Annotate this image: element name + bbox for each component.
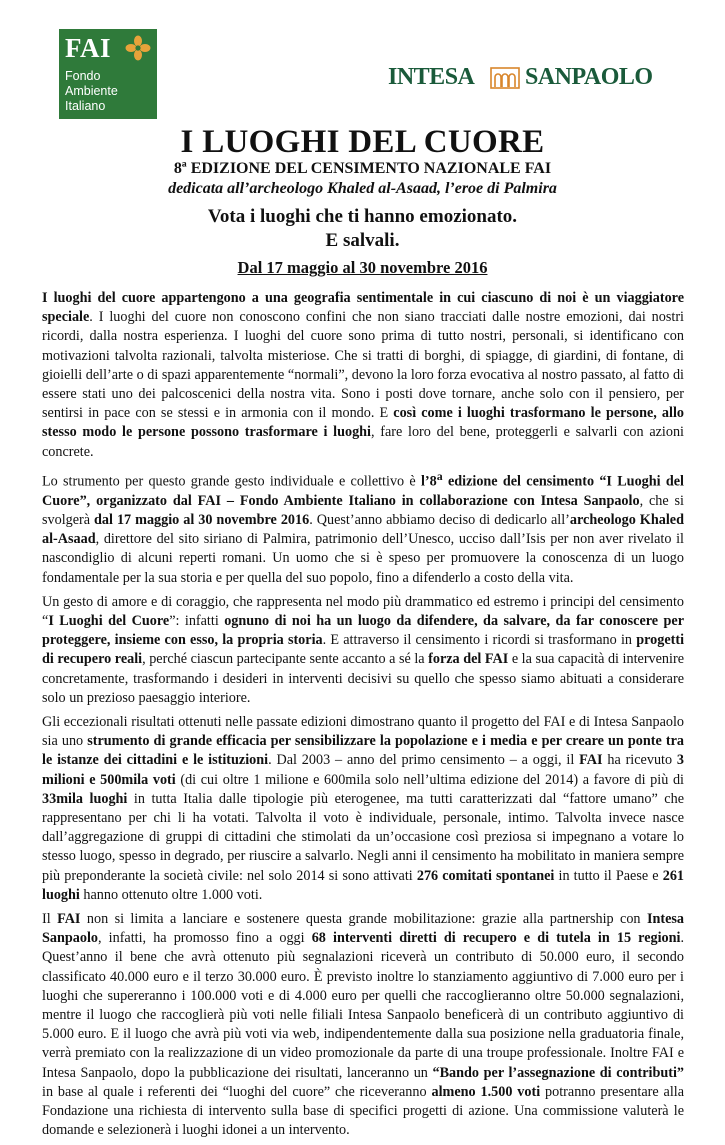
- bold-run: 261 luoghi: [42, 867, 684, 903]
- text-run: , fare loro del bene, proteggerli e salvarli con azioni concrete.: [42, 424, 684, 460]
- slogan-line-1: Vota i luoghi che ti hanno emozionato.: [207, 206, 518, 227]
- dedication-subtitle: dedicata all’archeologo Khaled al-Asaad, l’eroe di Palmira: [168, 180, 557, 197]
- paragraph: [42, 910, 684, 1140]
- text-run: Lo strumento per questo grande gesto individuale e collettivo è: [42, 473, 421, 490]
- bold-run: dal 17 maggio al 30 novembre 2016: [94, 511, 310, 528]
- text-run: . Quest’anno abbiamo deciso di dedicarlo all’: [309, 511, 570, 528]
- intesa-sanpaolo-logo: [388, 64, 664, 94]
- text-run: Un gesto di amore e di coraggio, che rappresenta nel modo più drammatico ed estremo i principi del censimento “: [42, 593, 684, 629]
- edition-subtitle: 8ª EDIZIONE DEL CENSIMENTO NAZIONALE FAI: [173, 160, 552, 177]
- text-run: in base al quale i referenti dei “luoghi del cuore” che riceveranno: [42, 1083, 432, 1100]
- bold-run: almeno 1.500 voti: [431, 1083, 541, 1100]
- fai-flower-icon: [125, 35, 151, 61]
- fai-logo-word: FAI: [65, 33, 111, 63]
- bold-run: FAI: [57, 911, 81, 928]
- bold-run: 68 interventi diretti di recupero e di tutela in 15 regioni: [311, 930, 681, 947]
- text-run: . Quest’anno il bene che avrà ottenuto più segnalazioni riceverà un contributo di 50.000 euro, il secondo classificato 40.000 euro e il terzo 30.000 euro. È previsto inoltre lo stanziamento aggiuntivo di 7.000 euro per i luoghi che supereranno i 100.000 voti e di 4.000 euro per quelli che raccoglieranno oltre 50.000 segnalazioni, mentre il luogo che raccoglierà più voti nelle filiali Intesa Sanpaolo beneficerà di un contributo aggiuntivo di 5.000 euro. E il luogo che avrà più voti via web, indipendentemente dalla sua posizione nella graduatoria finale, verrà premiato con la realizzazione di un video promozionale da parte di una troupe professionale. Inoltre FAI e Intesa Sanpaolo, dopo la pubblicazione dei risultati, lanceranno un: [42, 930, 684, 1081]
- intesa-logo-left-word: INTESA: [388, 64, 475, 90]
- bold-run: l’8: [420, 473, 437, 490]
- text-run: , che si svolgerà: [42, 492, 684, 528]
- text-run: in tutto il Paese e: [554, 867, 663, 884]
- bold-run: 276 comitati spontanei: [416, 867, 555, 884]
- text-run: potranno presentare alla Fondazione una richiesta di intervento sulla base di specifici progetti di azione. Una commissione valuterà le domande e selezionerà i luoghi idonei a un intervento.: [42, 1083, 685, 1139]
- fai-logo-line-ambiente: Ambiente: [65, 84, 118, 98]
- paragraph: [42, 467, 684, 588]
- bold-run: ognuno di noi ha un luogo da difendere, da salvare, da far conoscere per proteggere, insieme con esso, la propria storia: [42, 612, 684, 649]
- text-run: non si limita a lanciare e sostenere questa grande mobilitazione: grazie alla partnership con: [80, 911, 647, 928]
- bold-run: I Luoghi del Cuore: [48, 612, 170, 629]
- slogan-line-2: E salvali.: [325, 230, 400, 251]
- text-run: ha ricevuto: [602, 752, 677, 769]
- text-run: Gli eccezionali risultati ottenuti nelle passate edizioni dimostrano quanto il progetto del FAI e di Intesa Sanpaolo sia uno: [42, 714, 684, 750]
- text-run: , infatti, ha promosso fino a oggi: [98, 930, 312, 947]
- bold-run: strumento di grande efficacia per sensibilizzare la popolazione e i media e per creare un ponte tra le istanze dei cittadini e le istituzioni: [42, 733, 684, 769]
- intesa-logo-right-word: SANPAOLO: [525, 64, 653, 90]
- text-run: . Dal 2003 – anno del primo censimento – a oggi, il: [268, 752, 580, 769]
- text-run: e la sua capacità di intervenire concretamente, trasformando i desideri in interventi decisivi su quello che spesso siamo abituati a considerare solo un prezioso paesaggio interiore.: [42, 651, 684, 706]
- page-title: I LUOGHI DEL CUORE: [180, 124, 545, 160]
- bold-run: Intesa Sanpaolo: [42, 911, 684, 947]
- bold-run: così come i luoghi trasformano le persone, allo stesso modo le persone possono trasformare i luoghi: [42, 405, 684, 441]
- paragraph: [42, 713, 684, 905]
- bold-run: progetti di recupero reali: [42, 632, 685, 668]
- text-run: hanno ottenuto oltre 1.000 voti.: [79, 886, 263, 903]
- fai-logo-line-italiano: Italiano: [65, 99, 106, 113]
- bold-run: forza del FAI: [428, 651, 509, 668]
- campaign-dates: Dal 17 maggio al 30 novembre 2016: [237, 258, 488, 277]
- paragraph: [42, 289, 684, 462]
- text-run: . I luoghi del cuore non conoscono confini che non siano tracciati dalle nostre emozioni, dai nostri ricordi, dalla nostra esperienza. I luoghi del cuore sono prima di tutto nostri, personali, si identificano con motivazioni talvolta razionali, talvolta misteriose. Che si tratti di borghi, di spiagge, di giardini, di fontane, di gioielli dell’arte o di spazi apparentemente “normali”, devono la loro forza evocativa al nostro passato, al fatto di essere stati uno dei palcoscenici della nostra vita. Sono i posti dove tornare, anche solo con il pensiero, per sentirsi in pace con se stessi e in armonia con il mondo. E: [42, 309, 684, 422]
- body-text: [42, 289, 684, 1145]
- bold-run: I luoghi del cuore appartengono a una geografia sentimentale in cui ciascuno di noi è un viaggiatore speciale: [42, 290, 684, 326]
- bold-run: a: [436, 468, 443, 483]
- fai-logo-line-fondo: Fondo: [65, 69, 101, 83]
- fai-logo: [59, 29, 157, 119]
- bold-run: 33mila luoghi: [42, 790, 128, 807]
- arcade-logo-icon: [490, 67, 520, 89]
- text-run: , direttore del sito siriano di Palmira, patrimonio dell’Unesco, ucciso dall’Isis per non aver rivelato il nascondiglio di alcuni reperti romani. Un uomo che si è speso per promuovere la conoscenza di un luogo fondamentale per la sua storia e per quella del suo popolo, fino a difenderlo a costo della vita.: [42, 531, 684, 586]
- text-run: , perché ciascun partecipante sente accanto a sé la: [142, 651, 429, 668]
- text-run: Il: [42, 911, 58, 928]
- bold-run: edizione del censimento “I Luoghi del Cuore”, organizzato dal FAI – Fondo Ambiente Italiano in collaborazione con Intesa Sanpaolo: [42, 473, 684, 509]
- text-run: (di cui oltre 1 milione e 600mila solo nell’ultima edizione del 2014) a favore di più di: [175, 771, 684, 788]
- bold-run: archeologo Khaled al-Asaad: [42, 511, 684, 548]
- bold-run: “Bando per l’assegnazione di contributi”: [432, 1064, 684, 1081]
- text-run: ”: infatti: [169, 612, 225, 629]
- text-run: in tutta Italia dalle tipologie più eterogenee, ma tutti caratterizzati dal “fattore umano” che rappresentano per chi li ha votati. Talvolta il voto è individuale, personale, intimo. Talvolta invece nasce dall’aggregazione di gruppi di cittadini che stimolati da un’occasione così preziosa si impegnano a votare lo stesso luogo, spesso in degrado, per riuscire a salvarlo. Negli anni il censimento ha mobilitato in maniera sempre più preponderante la società civile: nel solo 2014 si sono attivati: [42, 790, 684, 884]
- bold-run: 3 milioni e 500mila voti: [42, 752, 685, 788]
- text-run: . E attraverso il censimento i ricordi si trasformano in: [322, 632, 637, 649]
- bold-run: FAI: [579, 752, 603, 769]
- paragraph: [42, 593, 684, 708]
